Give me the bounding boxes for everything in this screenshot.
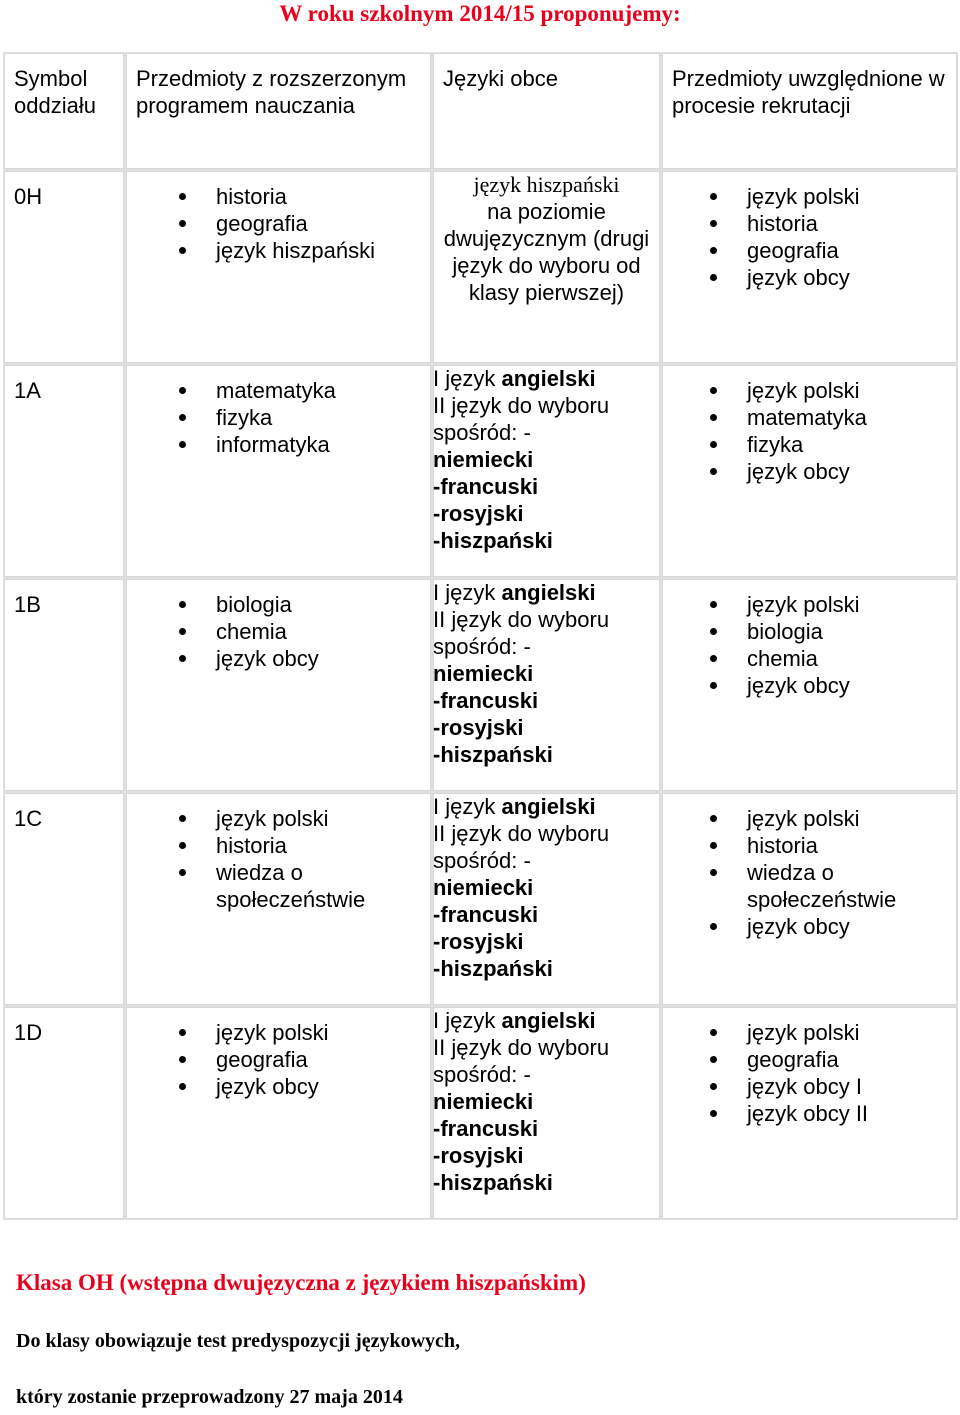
choice-label: spośród: - [433,1062,531,1087]
footer-line-2: który zostanie przeprowadzony 27 maja 2014 [16,1386,403,1408]
list-item: historia [176,832,396,859]
table-row [3,170,958,364]
list-item: język obcy II [707,1100,957,1127]
subjects-cell [125,1006,432,1220]
language-option: -francuski [433,902,539,927]
language-option: -rosyjski [433,715,524,740]
offer-table [3,52,958,1220]
recruitment-cell [661,1006,958,1220]
language-option: -rosyjski [433,501,524,526]
subjects-cell [125,792,432,1006]
header-languages: Języki obce [432,52,661,170]
list-item: fizyka [176,404,431,431]
list-item: chemia [176,618,431,645]
language-option: -francuski [433,688,539,713]
list-item: język polski [707,183,957,210]
list-item: geografia [707,237,957,264]
languages-cell [432,578,661,792]
list-item: matematyka [176,377,431,404]
table-row [3,578,958,792]
language-option: -rosyjski [433,929,524,954]
list-item: język polski [707,591,957,618]
language-option: niemiecki [433,875,534,900]
first-language: I język angielski [433,794,596,819]
language-option: -francuski [433,474,539,499]
list-item: język obcy [707,458,957,485]
list-item: język polski [707,805,957,832]
second-language: II język do wyboru [433,821,610,846]
list-item: geografia [707,1046,957,1073]
language-option: -hiszpański [433,528,553,553]
table-row [3,792,958,1006]
list-item: język obcy [176,1073,431,1100]
first-language: I język angielski [433,1008,596,1033]
language-description: na poziomie dwujęzycznym (drugi język do wyboru od klasy pierwszej) [443,199,650,305]
list-item: język polski [707,377,957,404]
list-item: wiedza o społeczeństwie [176,859,356,913]
list-item: historia [707,832,957,859]
list-item: język polski [707,1019,957,1046]
page-title: W roku szkolnym 2014/15 proponujemy: [279,1,681,26]
second-language: II język do wyboru [433,393,610,418]
footer-heading: Klasa OH (wstępna dwujęzyczna z językiem hiszpańskim) [16,1270,586,1295]
recruitment-cell [661,170,958,364]
language-option: -rosyjski [433,1143,524,1168]
recruitment-cell [661,364,958,578]
class-symbol: 1A [3,364,125,578]
first-language: I język angielski [433,580,596,605]
list-item: historia [176,183,431,210]
recruitment-cell [661,578,958,792]
choice-label: spośród: - [433,634,531,659]
table-row [3,1006,958,1220]
class-symbol: 1C [3,792,125,1006]
first-language: I język angielski [433,366,596,391]
header-row [3,52,958,170]
list-item: wiedza o społeczeństwie [707,859,917,913]
list-item: język polski [176,1019,431,1046]
list-item: fizyka [707,431,957,458]
subjects-cell [125,364,432,578]
subjects-cell [125,170,432,364]
list-item: język obcy I [707,1073,957,1100]
language-option: -hiszpański [433,1170,553,1195]
recruitment-cell [661,792,958,1006]
class-symbol: 1B [3,578,125,792]
language-option: niemiecki [433,447,534,472]
languages-cell [432,1006,661,1220]
language-option: niemiecki [433,661,534,686]
header-recruitment: Przedmioty uwzględnione w procesie rekrutacji [661,52,958,170]
list-item: język obcy [176,645,431,672]
language-option: -hiszpański [433,956,553,981]
language-option: niemiecki [433,1089,534,1114]
language-option: -hiszpański [433,742,553,767]
header-symbol: Symbol oddziału [3,52,125,170]
list-item: geografia [176,210,431,237]
second-language: II język do wyboru [433,607,610,632]
list-item: język obcy [707,672,957,699]
second-language: II język do wyboru [433,1035,610,1060]
languages-cell [432,364,661,578]
footer-line-1: Do klasy obowiązuje test predyspozycji językowych, [16,1330,461,1352]
list-item: język polski [176,805,396,832]
list-item: język hiszpański [176,237,431,264]
languages-cell [432,170,661,364]
subjects-cell [125,578,432,792]
table-row [3,364,958,578]
class-symbol: 1D [3,1006,125,1220]
language-spanish: język hiszpański [473,172,620,197]
class-symbol: 0H [3,170,125,364]
list-item: język obcy [707,913,957,940]
list-item: matematyka [707,404,957,431]
list-item: historia [707,210,957,237]
list-item: chemia [707,645,957,672]
choice-label: spośród: - [433,420,531,445]
list-item: biologia [707,618,957,645]
choice-label: spośród: - [433,848,531,873]
list-item: język obcy [707,264,957,291]
languages-cell [432,792,661,1006]
language-option: -francuski [433,1116,539,1141]
list-item: informatyka [176,431,431,458]
list-item: geografia [176,1046,431,1073]
list-item: biologia [176,591,431,618]
header-subjects: Przedmioty z rozszerzonym programem nauczania [125,52,432,170]
